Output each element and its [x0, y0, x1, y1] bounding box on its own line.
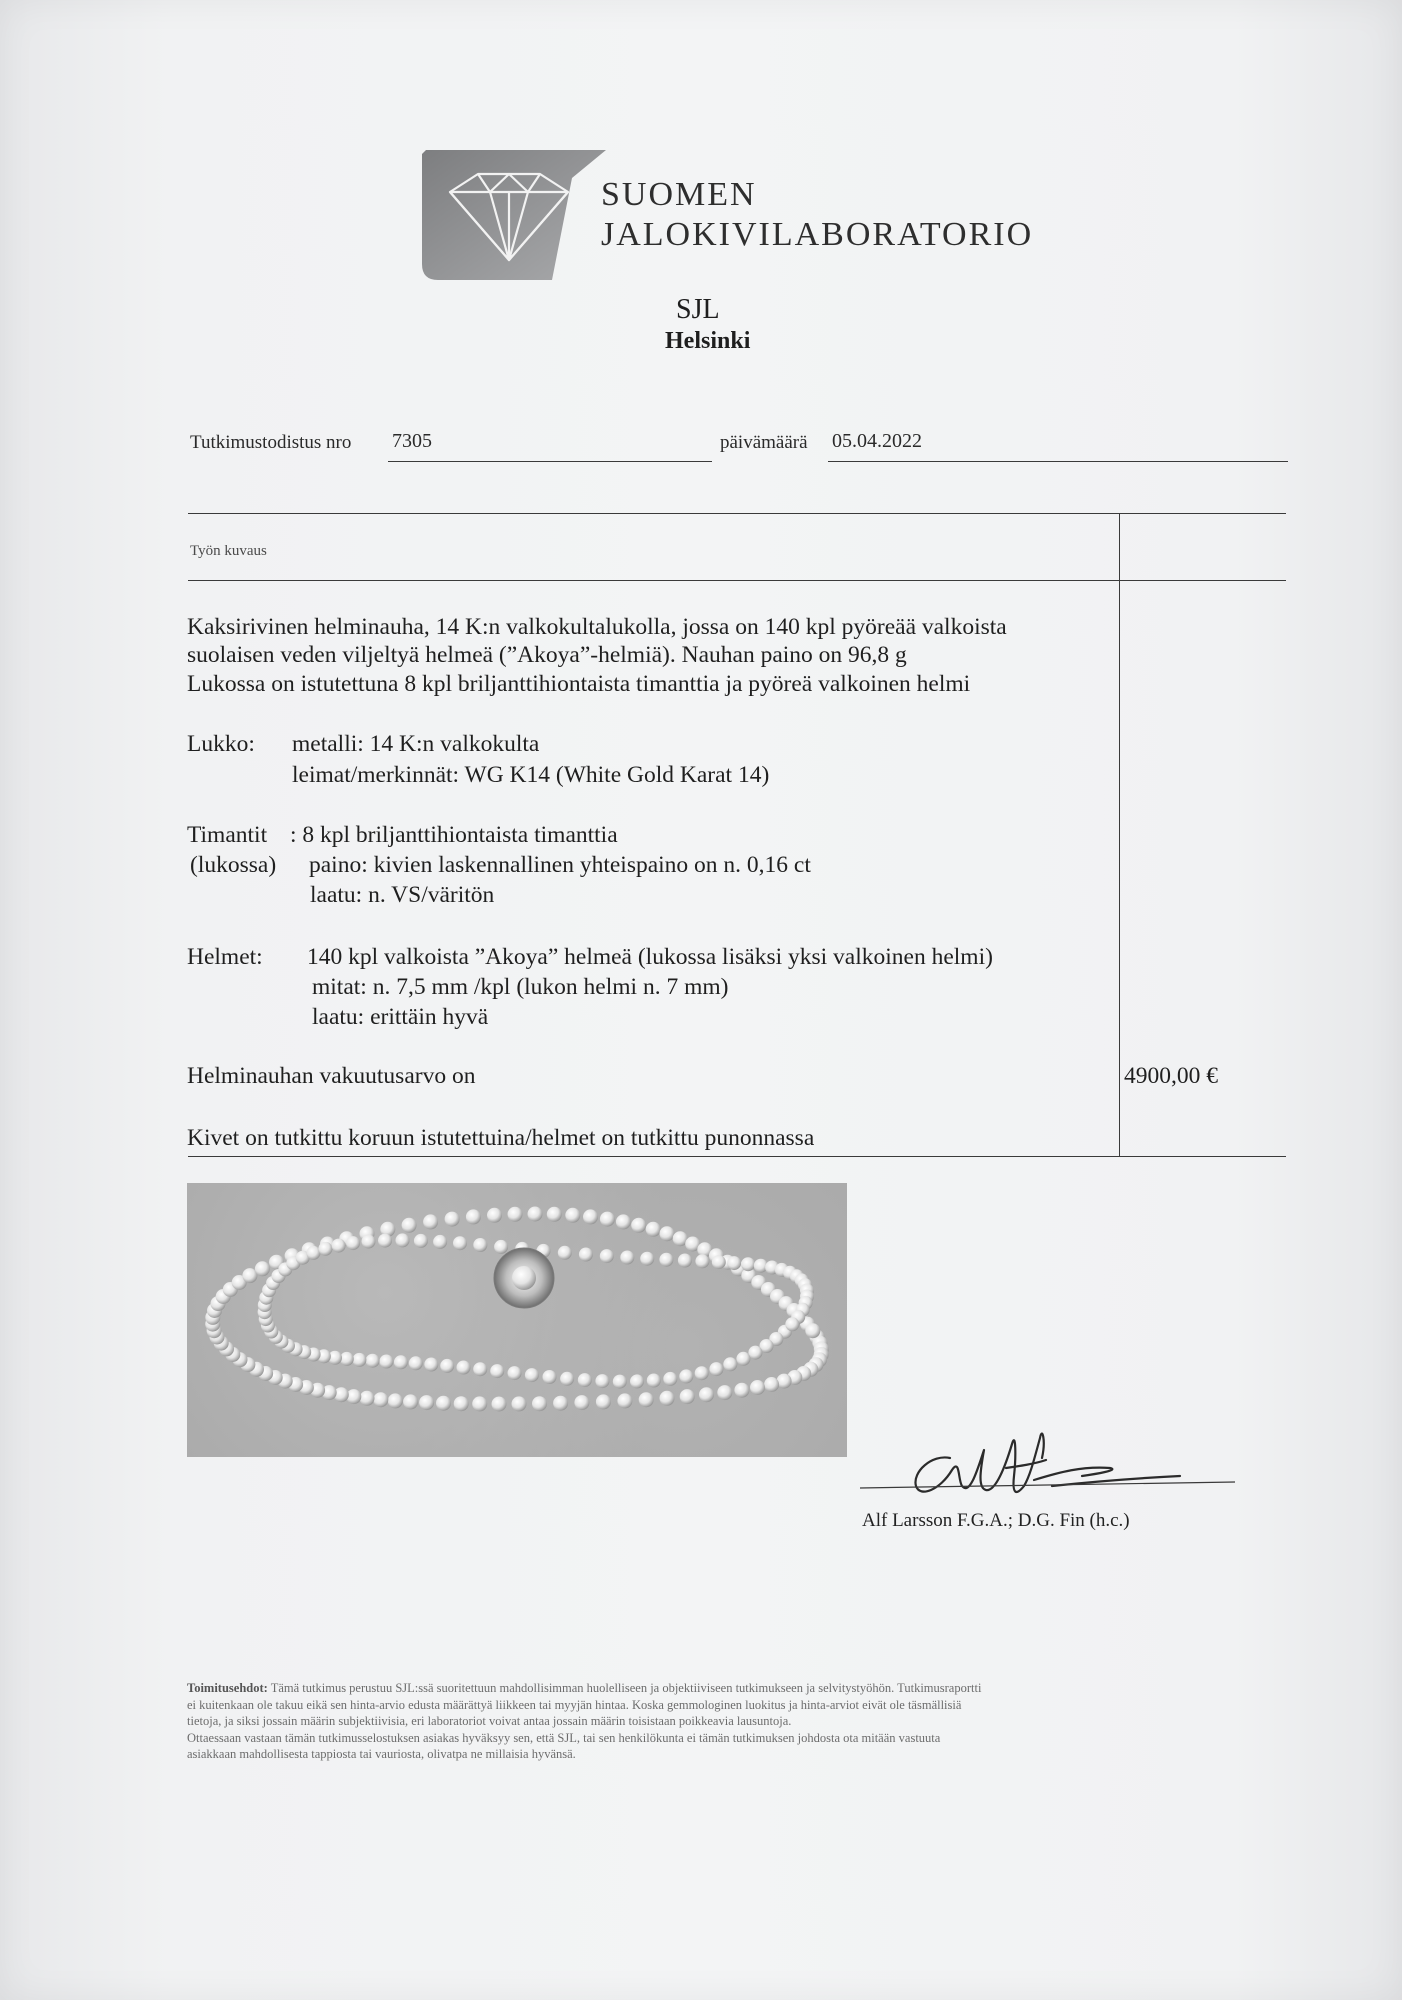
pearls-size: mitat: n. 7,5 mm /kpl (lukon helmi n. 7 mm) — [312, 974, 729, 1000]
pearl — [699, 1387, 714, 1402]
terms-title: Toimitusehdot: — [187, 1681, 268, 1695]
pearl — [454, 1396, 469, 1411]
number-underline — [388, 461, 712, 462]
pearl — [419, 1395, 434, 1410]
terms-line-5: asiakkaan mahdollisesta tappiosta tai vauriosta, olivatpa ne millaisia hyvänsä. — [187, 1747, 576, 1761]
pearl — [508, 1207, 523, 1222]
pearl — [712, 1255, 726, 1269]
pearl — [558, 1246, 572, 1260]
pearl — [565, 1208, 580, 1223]
table-bottom-rule — [188, 1156, 1286, 1157]
pearl — [723, 1357, 737, 1371]
certificate-number-label: Tutkimustodistus nro — [190, 432, 352, 453]
pearl-necklace-image — [187, 1183, 847, 1457]
pearl — [457, 1361, 471, 1375]
terms-line-1 — [187, 1680, 1262, 1697]
pearl — [736, 1352, 750, 1366]
pearl — [433, 1235, 447, 1249]
pearl — [660, 1226, 675, 1241]
diamond-logo-icon — [420, 148, 610, 282]
pearl — [727, 1256, 741, 1270]
pearl — [473, 1362, 487, 1376]
pearl — [466, 1209, 481, 1224]
pearl — [630, 1374, 644, 1388]
pearl — [579, 1248, 593, 1262]
pearl-necklace-photo — [187, 1183, 847, 1457]
pearl — [366, 1354, 380, 1368]
pearl — [631, 1218, 646, 1233]
value-column-divider — [1119, 513, 1120, 1156]
pearl — [620, 1251, 634, 1265]
lock-stamps: leimat/merkinnät: WG K14 (White Gold Karat 14) — [292, 762, 770, 788]
pearl — [764, 1377, 779, 1392]
signatory-name: Alf Larsson F.G.A.; D.G. Fin (h.c.) — [862, 1510, 1130, 1531]
description-line-2: suolaisen veden viljeltyä helmeä (”Akoya”-helmiä). Nauhan paino on 96,8 g — [187, 642, 907, 668]
pearl — [647, 1374, 661, 1388]
pearl — [748, 1346, 762, 1360]
pearl — [547, 1207, 562, 1222]
pearl — [378, 1234, 392, 1248]
pearl — [445, 1212, 460, 1227]
pearl — [734, 1383, 749, 1398]
terms-of-delivery — [187, 1680, 1262, 1763]
pearl — [423, 1214, 438, 1229]
pearl — [436, 1396, 451, 1411]
insurance-value-amount: 4900,00 € — [1124, 1063, 1218, 1089]
terms-line-2: ei kuitenkaan ole takuu eikä sen hinta-arvio edusta määrättyä liikkeen tai myyjän hintaa. Koska gemmologinen luokitus ja hinta-arviot eivät ole täsmällisiä — [187, 1697, 962, 1712]
pearl — [640, 1252, 654, 1266]
pearl — [678, 1254, 692, 1268]
pearl — [663, 1372, 677, 1386]
pearl — [490, 1364, 504, 1378]
pearl — [560, 1372, 574, 1386]
insurance-value-label: Helminauhan vakuutusarvo on — [187, 1063, 476, 1089]
pearl — [717, 1385, 732, 1400]
pearl — [616, 1214, 631, 1229]
pearl — [396, 1233, 410, 1247]
pearl — [741, 1257, 755, 1271]
pearl — [805, 1323, 820, 1338]
pearl-strands — [205, 1207, 829, 1412]
clasp-pearl — [512, 1266, 536, 1290]
pearl — [709, 1362, 723, 1376]
pearl — [453, 1236, 467, 1250]
pearl — [472, 1396, 487, 1411]
pearl — [695, 1254, 709, 1268]
pearls-label: Helmet: — [187, 944, 263, 970]
pearl — [574, 1395, 589, 1410]
pearl — [473, 1238, 487, 1252]
diamonds-weight: paino: kivien laskennallinen yhteispaino on n. 0,16 ct — [309, 852, 811, 878]
pearl — [583, 1209, 598, 1224]
pearl — [388, 1393, 403, 1408]
pearl — [332, 1239, 346, 1253]
signature-icon — [820, 1410, 1240, 1510]
pearl — [680, 1389, 695, 1404]
diamonds-count: : 8 kpl briljanttihiontaista timanttia — [290, 822, 618, 848]
pearl — [596, 1394, 611, 1409]
pearl — [750, 1380, 765, 1395]
pearl — [318, 1242, 332, 1256]
table-top-rule — [188, 513, 1286, 514]
pearl — [595, 1374, 609, 1388]
pearl — [306, 1246, 320, 1260]
pearl — [409, 1356, 423, 1370]
date-underline — [828, 461, 1288, 462]
pearl — [492, 1397, 507, 1412]
pearl — [679, 1369, 693, 1383]
terms-line-4: Ottaessaan vastaan tämän tutkimusselostuksen asiakas hyväksyy sen, että SJL, tai sen henkilökunta ei tämän tutkimuksen johdosta ota mitään vastuuta — [187, 1730, 941, 1745]
examination-note: Kivet on tutkittu koruun istutettuina/helmet on tutkittu punonnassa — [187, 1125, 815, 1151]
pearl — [360, 1391, 375, 1406]
pearl — [600, 1249, 614, 1263]
pearl — [394, 1355, 408, 1369]
pearl — [346, 1236, 360, 1250]
pearl — [543, 1370, 557, 1384]
pearl — [659, 1253, 673, 1267]
pearl — [379, 1355, 393, 1369]
pearl — [639, 1392, 654, 1407]
pearl — [255, 1261, 270, 1276]
pearl — [424, 1358, 438, 1372]
pearl — [578, 1373, 592, 1387]
date-label: päivämäärä — [720, 432, 808, 453]
pearl — [617, 1393, 632, 1408]
pearls-quality: laatu: erittäin hyvä — [312, 1004, 489, 1030]
pearl — [512, 1396, 527, 1411]
diamonds-quality: laatu: n. VS/väritön — [310, 882, 495, 908]
lock-label: Lukko: — [187, 731, 255, 757]
pearl — [785, 1317, 799, 1331]
pearls-description: 140 kpl valkoista ”Akoya” helmeä (lukossa lisäksi yksi valkoinen helmi) — [307, 944, 993, 970]
description-line-1: Kaksirivinen helminauha, 14 K:n valkokultalukolla, jossa on 140 kpl pyöreää valkoista — [187, 614, 1007, 640]
pearl — [373, 1392, 388, 1407]
description-line-3: Lukossa on istutettuna 8 kpl briljanttihiontaista timanttia ja pyöreä valkoinen helmi — [187, 671, 971, 697]
diamonds-label: Timantit — [187, 822, 268, 848]
pearl — [528, 1207, 543, 1222]
pearl — [646, 1222, 661, 1237]
logo-text-line2: JALOKIVILABORATORIO — [601, 216, 1034, 253]
pearl — [532, 1396, 547, 1411]
pearl — [600, 1212, 615, 1227]
pearl — [403, 1394, 418, 1409]
lock-metal: metalli: 14 K:n valkokulta — [292, 731, 540, 757]
pearl — [494, 1240, 508, 1254]
pearl — [402, 1218, 417, 1233]
pearl — [362, 1235, 376, 1249]
pearl — [508, 1366, 522, 1380]
pearl — [440, 1359, 454, 1373]
pearl — [487, 1208, 502, 1223]
pearl — [660, 1391, 675, 1406]
diamonds-sublabel: (lukossa) — [190, 852, 277, 878]
lab-abbreviation: SJL — [676, 294, 720, 325]
logo-text-line1: SUOMEN — [601, 176, 757, 213]
terms-text-1: Tämä tutkimus perustuu SJL:ssä suoritettuun mahdollisimman huolelliseen ja objektiiviseen tutkimukseen ja selvitystyöhön. Tutkimusraportti — [270, 1681, 982, 1695]
certificate-number: 7305 — [392, 430, 432, 452]
pearl — [695, 1366, 709, 1380]
pearl — [553, 1396, 568, 1411]
terms-line-3: tietoja, ja siksi jossain määrin subjektiivisia, eri laboratoriot voivat antaa jossain määrin toisistaan poikkeavia lausuntoja. — [187, 1714, 792, 1728]
pearl — [414, 1234, 428, 1248]
pearl — [352, 1353, 366, 1367]
work-description-label: Työn kuvaus — [190, 543, 267, 559]
pearl — [613, 1375, 627, 1389]
lab-city: Helsinki — [665, 328, 751, 354]
header-bottom-rule — [188, 580, 1286, 581]
pearl — [525, 1368, 539, 1382]
certificate-date: 05.04.2022 — [832, 430, 922, 452]
